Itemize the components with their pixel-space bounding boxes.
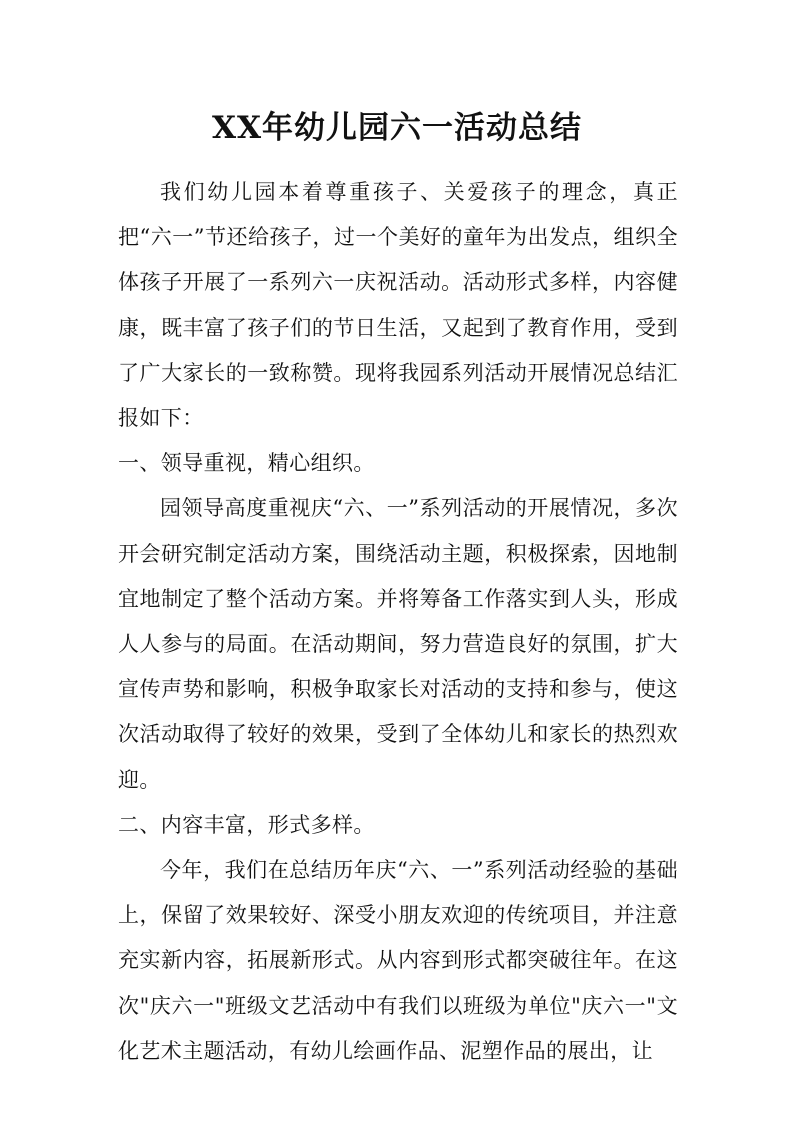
section-2-paragraph: 今年，我们在总结历年庆“六、一”系列活动经验的基础上，保留了效果较好、深受小朋友欢迎的传统项目，并注意充实新内容，拓展新形式。从内容到形式都突破往年。在这次"庆六一"班级文艺活动中有我们以班级为单位"庆六一"文化艺术主题活动，有幼儿绘画作品、泥塑作品的展出，让 (118, 858, 678, 1063)
document-body (118, 170, 678, 1074)
document-title: XX年幼儿园六一活动总结 (211, 110, 583, 146)
section-1-paragraph: 园领导高度重视庆“六、一”系列活动的开展情况，多次开会研究制定活动方案，围绕活动主题，积极探索，因地制宜地制定了整个活动方案。并将筹备工作落实到人头，形成人人参与的局面。在活动期间，努力营造良好的氛围，扩大宣传声势和影响，积极争取家长对活动的支持和参与，使这次活动取得了较好的效果，受到了全体幼儿和家长的热烈欢迎。 (118, 496, 678, 792)
intro-paragraph: 我们幼儿园本着尊重孩子、关爱孩子的理念，真正把“六一”节还给孩子，过一个美好的童年为出发点，组织全体孩子开展了一系列六一庆祝活动。活动形式多样，内容健康，既丰富了孩子们的节日生活，又起到了教育作用，受到了广大家长的一致称赞。现将我园系列活动开展情况总结汇报如下： (118, 180, 678, 431)
section-2-heading: 二、内容丰富，形式多样。 (118, 812, 375, 837)
section-1-heading: 一、领导重视，精心组织。 (118, 451, 375, 476)
